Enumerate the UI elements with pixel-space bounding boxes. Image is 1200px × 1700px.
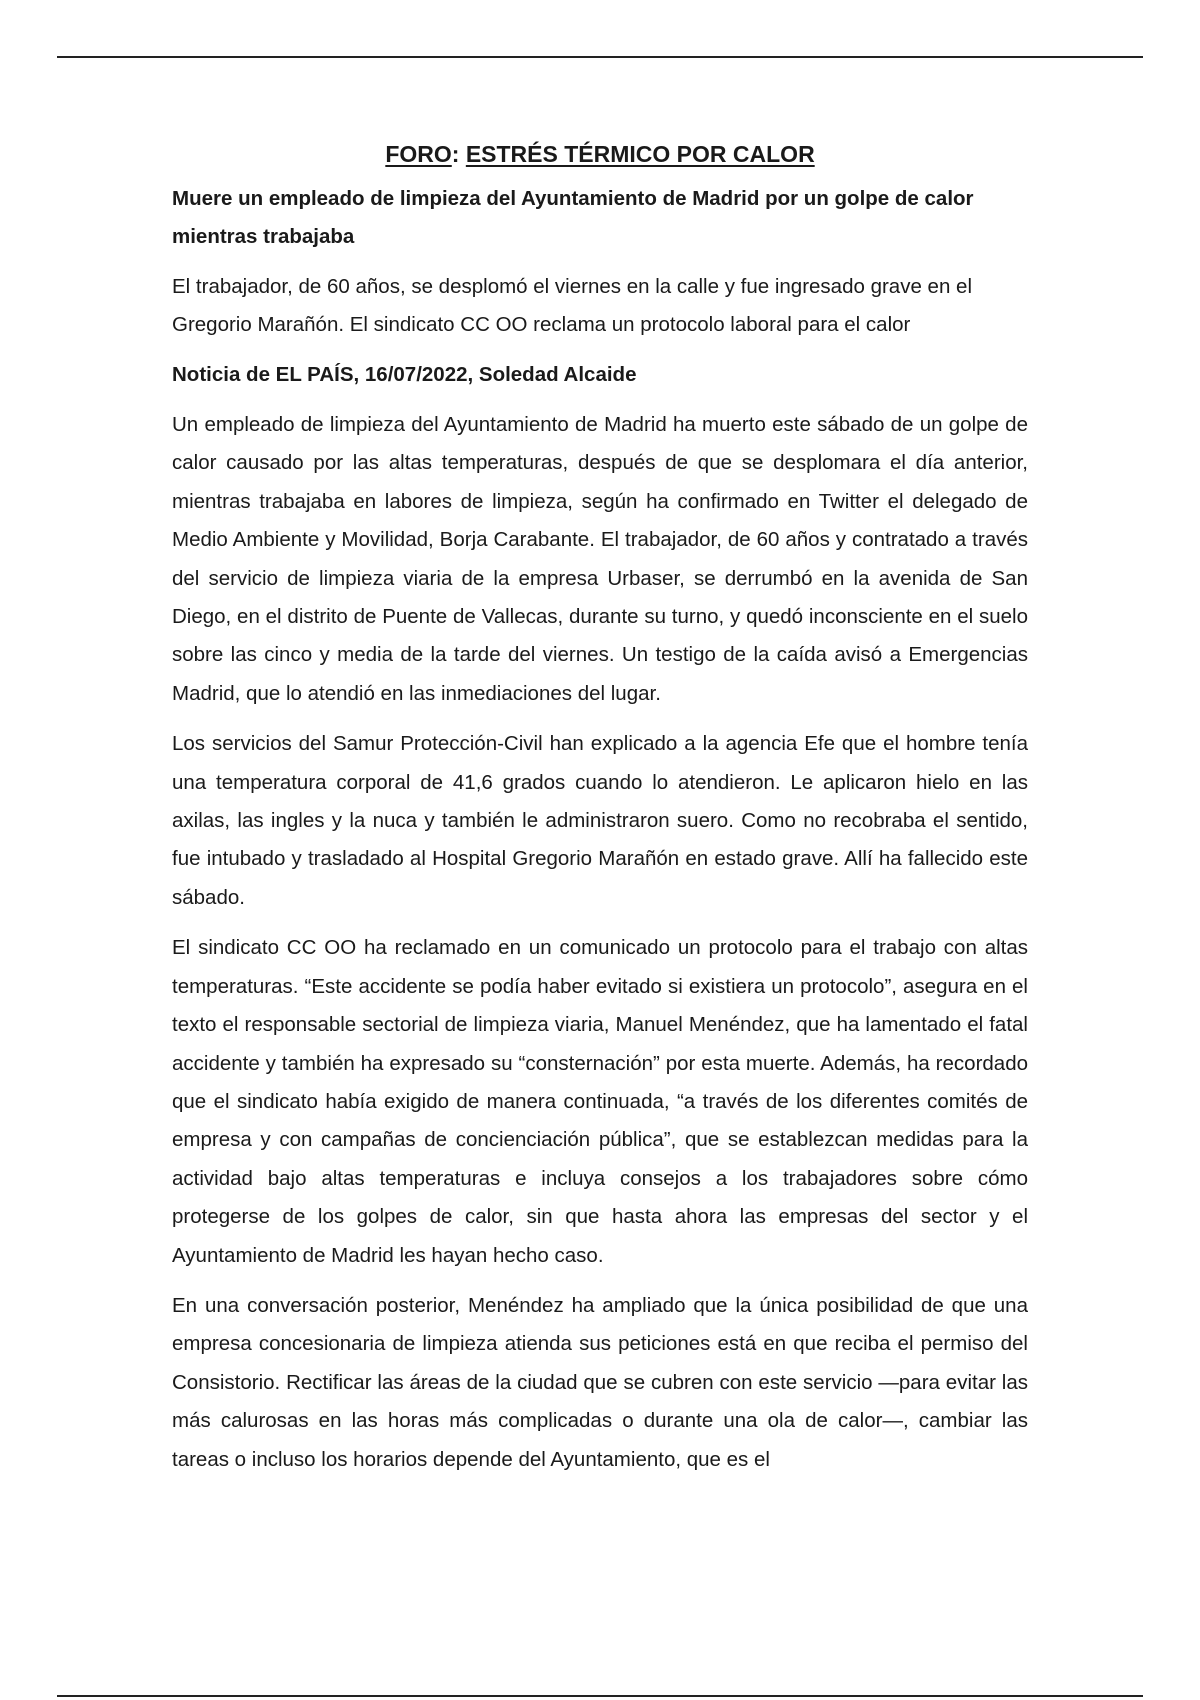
title-forum-label: FORO (385, 141, 452, 167)
document-body (172, 138, 1028, 1491)
paragraph-3: El sindicato CC OO ha reclamado en un comunicado un protocolo para el trabajo con altas temperaturas. “Este accidente se podía haber evitado si existiera un protocolo”, asegura en el texto el responsable sectorial de limpieza viaria, Manuel Menéndez, que ha lamentado el fatal accidente y también ha expresado su “consternación” por esta muerte. Además, ha recordado que el sindicato había exigido de manera continuada, “a través de los diferentes comités de empresa y con campañas de concienciación pública”, que se establezcan medidas para la actividad bajo altas temperaturas e incluya consejos a los trabajadores sobre cómo protegerse de los golpes de calor, sin que hasta ahora las empresas del sector y el Ayuntamiento de Madrid les hayan hecho caso. (172, 936, 1028, 1267)
title-topic: ESTRÉS TÉRMICO POR CALOR (465, 141, 815, 167)
article-subtitle: El trabajador, de 60 años, se desplomó el viernes en la calle y fue ingresado grave en el Gregorio Marañón. El sindicato CC OO reclama un protocolo laboral para el calor (172, 275, 973, 336)
paragraph-4: En una conversación posterior, Menéndez ha ampliado que la única posibilidad de que una empresa concesionaria de limpieza atienda sus peticiones está en que reciba el permiso del Consistorio. Rectificar las áreas de la ciudad que se cubren con este servicio —para evitar las más calurosas en las horas más complicadas o durante una ola de calor—, cambiar las tareas o incluso los horarios depende del Ayuntamiento, que es el (172, 1293, 1028, 1471)
top-rule (57, 56, 1143, 58)
paragraph-2: Los servicios del Samur Protección-Civil han explicado a la agencia Efe que el hombre tenía una temperatura corporal de 41,6 grados cuando lo atendieron. Le aplicaron hielo en las axilas, las ingles y la nuca y también le administraron suero. Como no recobraba el sentido, fue intubado y trasladado al Hospital Gregorio Marañón en estado grave. Allí ha fallecido este sábado. (172, 732, 1028, 909)
bottom-rule (57, 1695, 1143, 1697)
title-separator: : (451, 141, 466, 167)
article-source: Noticia de EL PAÍS, 16/07/2022, Soledad Alcaide (172, 363, 637, 386)
page-title (172, 138, 1028, 170)
paragraph-1: Un empleado de limpieza del Ayuntamiento de Madrid ha muerto este sábado de un golpe de calor causado por las altas temperaturas, después de que se desplomara el día anterior, mientras trabajaba en labores de limpieza, según ha confirmado en Twitter el delegado de Medio Ambiente y Movilidad, Borja Carabante. El trabajador, de 60 años y contratado a través del servicio de limpieza viaria de la empresa Urbaser, se derrumbó en la avenida de San Diego, en el distrito de Puente de Vallecas, durante su turno, y quedó inconsciente en el suelo sobre las cinco y media de la tarde del viernes. Un testigo de la caída avisó a Emergencias Madrid, que lo atendió en las inmediaciones del lugar. (172, 413, 1028, 705)
article-headline: Muere un empleado de limpieza del Ayuntamiento de Madrid por un golpe de calor mientras trabajaba (172, 187, 974, 248)
